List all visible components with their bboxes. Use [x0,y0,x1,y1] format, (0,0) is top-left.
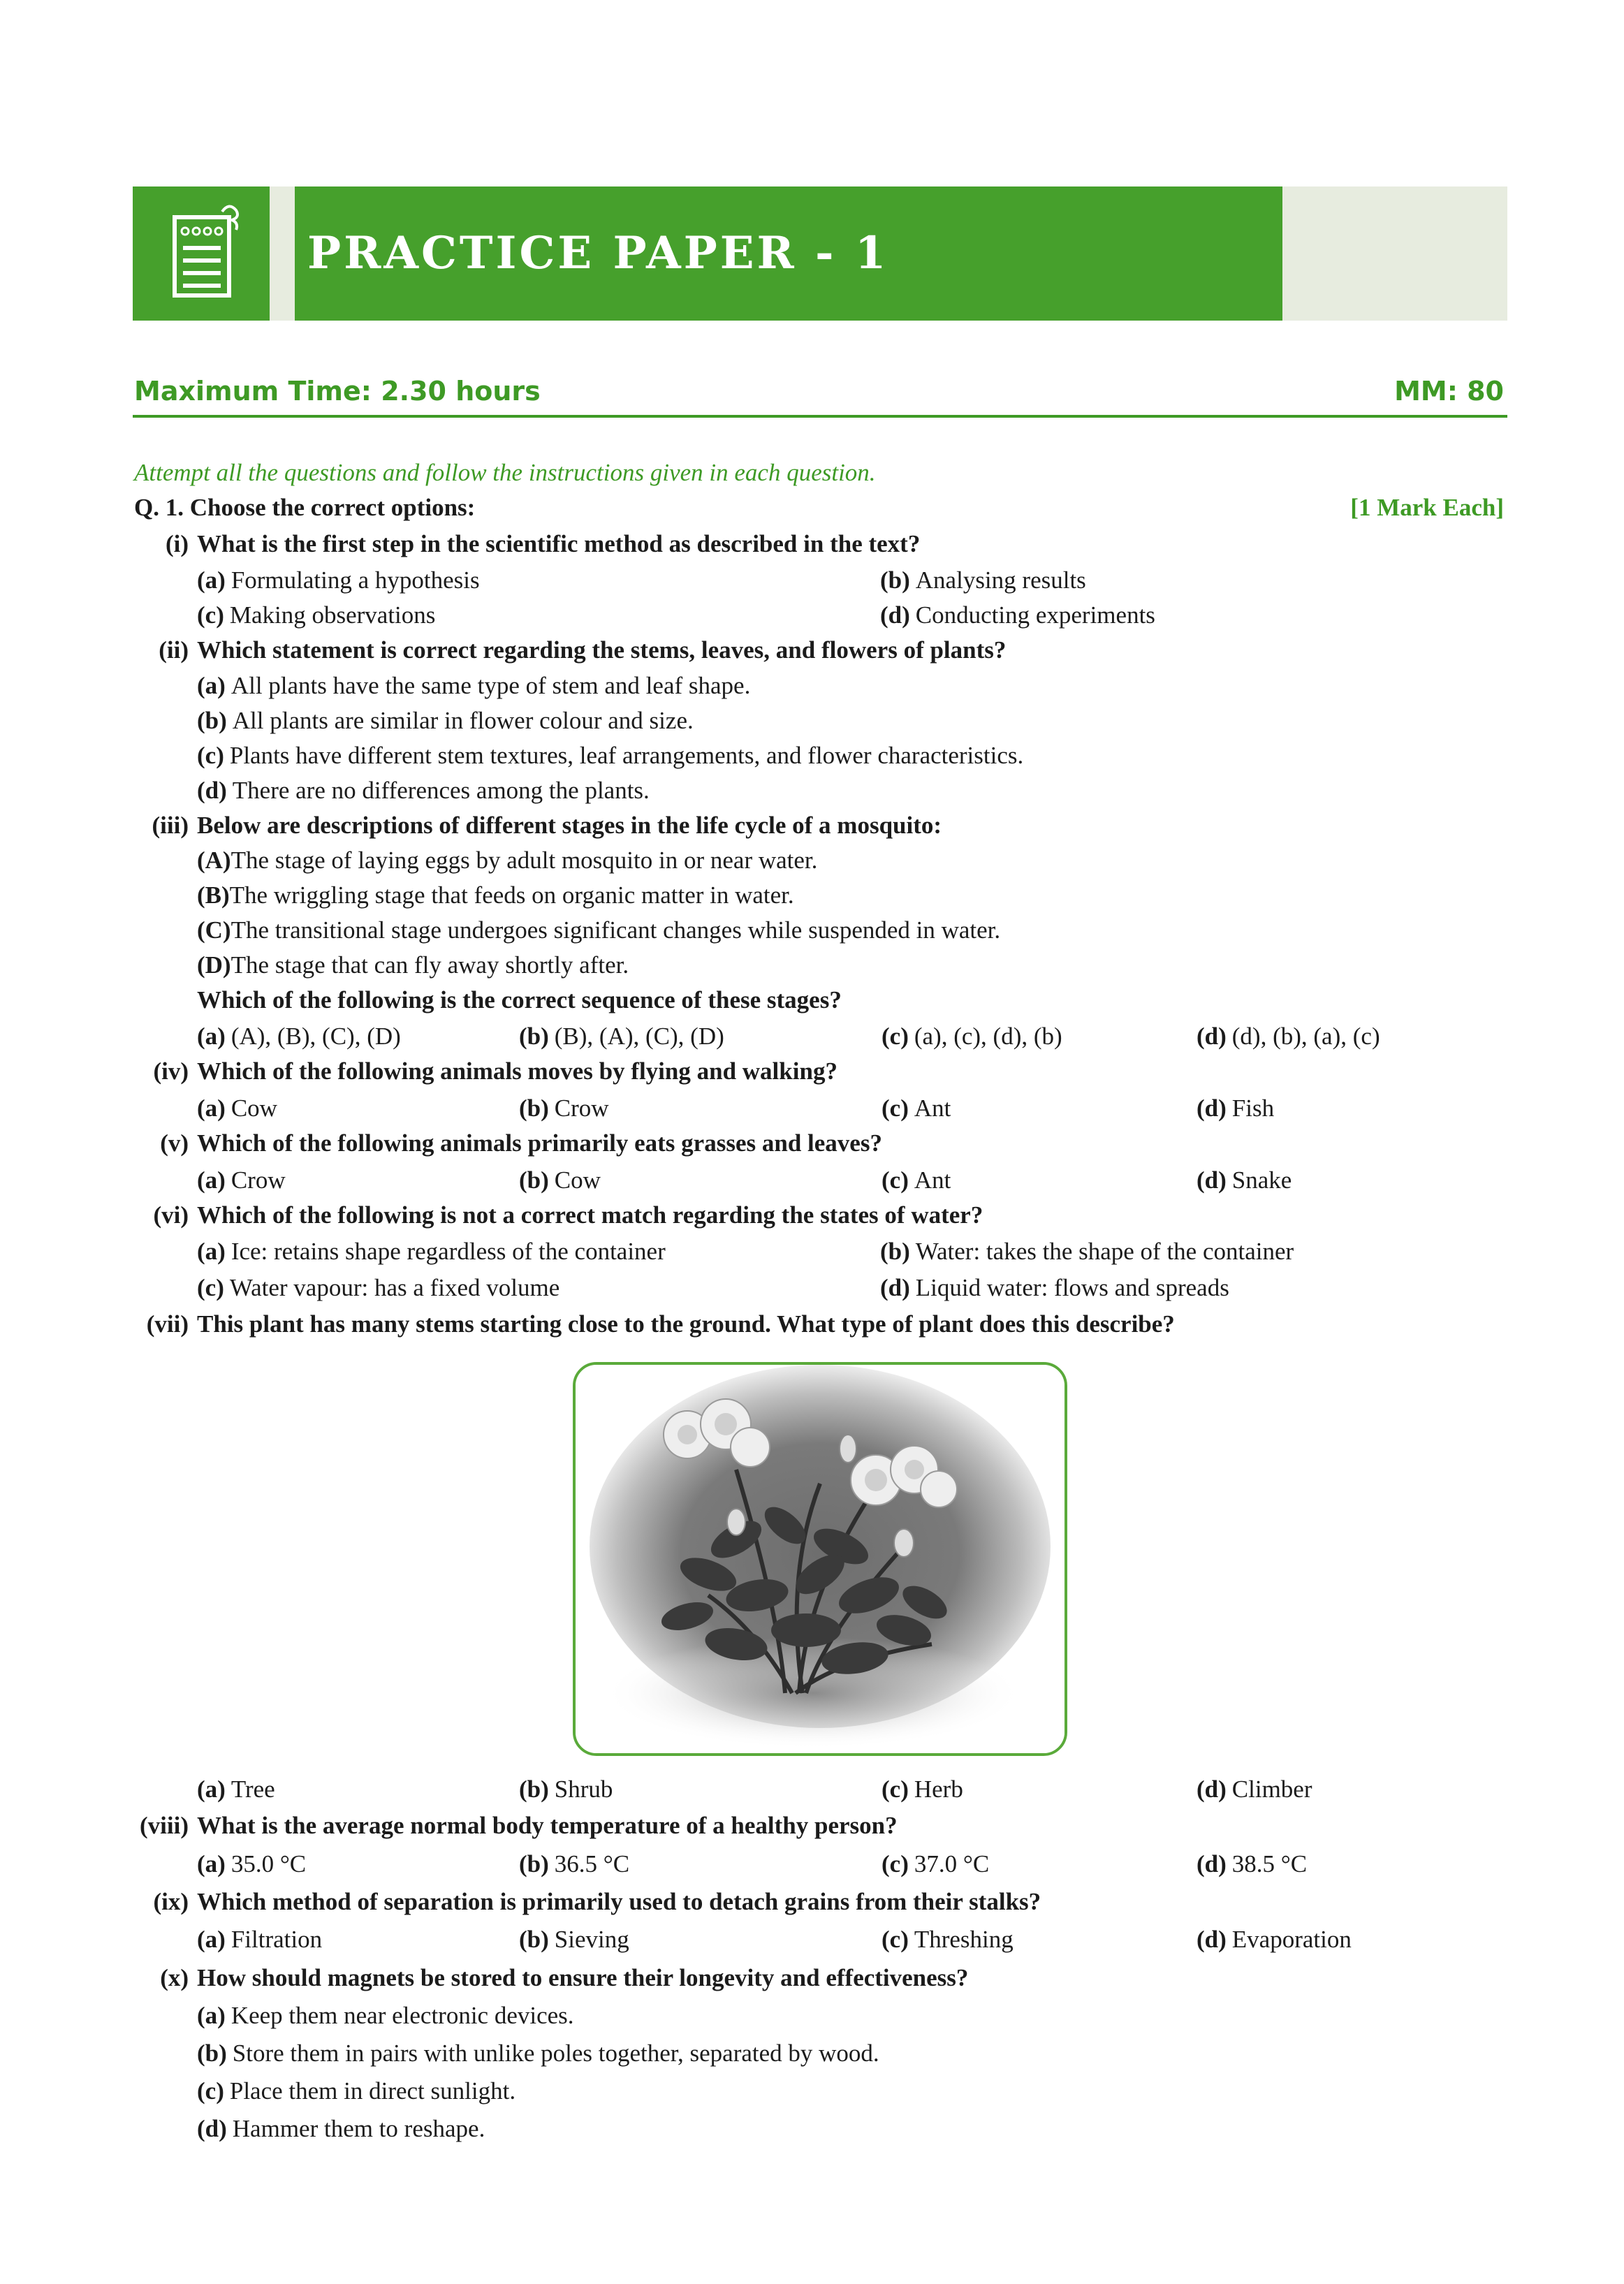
option-label: (c) [882,1023,909,1050]
question-text: This plant has many stems starting close to the ground. What type of plant does this describe? [197,1310,1175,1338]
option-c [882,1924,1014,1955]
instructions: Attempt all the questions and follow the instructions given in each question. [134,459,876,486]
option-label: (b) [519,1850,549,1877]
option-label: (c) [882,1166,909,1194]
option-label: (c) [197,1274,224,1301]
option-c [197,1273,559,1303]
page-title: PRACTICE PAPER - 1 [307,227,889,279]
option-label: (d) [1197,1926,1227,1953]
question-text: Below are descriptions of different stages in the life cycle of a mosquito: [197,812,942,839]
option-text: Shrub [554,1776,613,1803]
option-text: Climber [1231,1776,1312,1803]
stage-label: (C) [197,916,231,944]
option-text: Ant [914,1166,951,1194]
option-label: (c) [197,601,224,629]
sub-number: (x) [160,1964,189,1991]
option-text: Analysing results [915,566,1086,594]
option-text: Sieving [554,1926,629,1953]
option-text: Keep them near electronic devices. [231,2002,574,2029]
option-c [882,1849,989,1880]
option-text: Ant [914,1095,951,1122]
option-text: Conducting experiments [915,601,1155,629]
option-label: (b) [519,1166,549,1194]
option-label: (b) [880,566,910,594]
stage-text: The stage of laying eggs by adult mosquito in or near water. [231,847,818,874]
marks-note: [1 Mark Each] [1350,494,1504,521]
option-label: (d) [1197,1023,1227,1050]
option-label: (b) [519,1023,549,1050]
rose-shrub-photo [573,1362,1067,1756]
option-c [197,600,435,631]
option-b [197,2038,879,2069]
option-d [197,2114,485,2144]
option-b [880,565,1086,596]
stage-text: The transitional stage undergoes significant changes while suspended in water. [231,916,1001,944]
option-text: Cow [554,1166,601,1194]
stage-a [197,845,817,876]
option-text: (a), (c), (d), (b) [914,1023,1062,1050]
option-b [197,705,694,736]
stage-text: The stage that can fly away shortly after. [231,951,629,979]
divider [133,415,1507,418]
stage-b [197,880,794,911]
option-text: (d), (b), (a), (c) [1231,1023,1380,1050]
option-text: Place them in direct sunlight. [229,2077,516,2104]
option-label: (b) [519,1776,549,1803]
stage-text: The wriggling stage that feeds on organic matter in water. [229,881,794,909]
option-label: (d) [197,777,227,804]
stage-label: (B) [197,881,230,909]
stage-d [197,950,629,981]
question-text: Which method of separation is primarily used to detach grains from their stalks? [197,1888,1041,1915]
option-text: Store them in pairs with unlike poles together, separated by wood. [232,2040,879,2067]
option-b [519,1021,724,1052]
option-label: (a) [197,672,226,699]
option-label: (b) [519,1095,549,1122]
option-a [197,671,750,701]
worksheet-icon [133,186,270,321]
option-a [197,1236,666,1267]
option-text: Making observations [229,601,436,629]
option-label: (c) [882,1776,909,1803]
option-a [197,1165,286,1196]
option-b [519,1924,629,1955]
option-label: (a) [197,566,226,594]
option-d [1197,1093,1274,1124]
option-label: (d) [1197,1850,1227,1877]
sub-number: (iii) [152,812,189,839]
question-text: Which of the following animals primarily eats grasses and leaves? [197,1129,882,1157]
sub-number: (i) [165,530,189,557]
option-text: Threshing [914,1926,1014,1953]
option-b [519,1849,629,1880]
option-label: (a) [197,1023,226,1050]
question-text: What is the first step in the scientific method as described in the text? [197,530,921,557]
sub-number: (ix) [153,1888,189,1915]
option-text: (B), (A), (C), (D) [554,1023,724,1050]
question-text: Which of the following is not a correct match regarding the states of water? [197,1201,983,1229]
option-label: (b) [197,707,227,734]
option-c [882,1021,1062,1052]
option-b [519,1093,609,1124]
option-c [197,740,1023,771]
option-text: Filtration [231,1926,323,1953]
option-label: (a) [197,1926,226,1953]
option-label: (b) [880,1238,910,1265]
option-text: Fish [1231,1095,1275,1122]
option-text: Hammer them to reshape. [232,2115,485,2142]
option-d [1197,1165,1292,1196]
option-text: 38.5 °C [1231,1850,1308,1877]
question-text: Which statement is correct regarding the stems, leaves, and flowers of plants? [197,636,1007,664]
option-text: Cow [231,1095,277,1122]
question-text: Which of the following animals moves by flying and walking? [197,1057,837,1085]
option-text: All plants have the same type of stem and leaf shape. [231,672,751,699]
option-label: (a) [197,1776,226,1803]
sub-number: (v) [160,1129,189,1157]
sub-number: (ii) [159,636,189,664]
stage-c [197,915,1000,946]
option-a [197,565,480,596]
sub-number: (vi) [153,1201,189,1229]
option-label: (d) [1197,1095,1227,1122]
option-text: Plants have different stem textures, leaf arrangements, and flower characteristics. [229,742,1024,769]
question-text: How should magnets be stored to ensure their longevity and effectiveness? [197,1964,969,1991]
option-c [882,1165,951,1196]
stage-label: (A) [197,847,231,874]
option-d [1197,1021,1380,1052]
option-a [197,1849,306,1880]
option-text: Formulating a hypothesis [231,566,480,594]
option-label: (b) [519,1926,549,1953]
option-text: There are no differences among the plants. [232,777,650,804]
option-label: (c) [882,1926,909,1953]
option-label: (d) [1197,1776,1227,1803]
option-text: Snake [1231,1166,1292,1194]
option-label: (a) [197,2002,226,2029]
option-text: Tree [231,1776,275,1803]
option-d [1197,1774,1312,1805]
option-label: (b) [197,2040,227,2067]
option-text: (A), (B), (C), (D) [231,1023,401,1050]
option-a [197,1774,275,1805]
sub-number: (vii) [146,1310,189,1338]
option-text: Crow [231,1166,286,1194]
option-text: Herb [914,1776,963,1803]
option-b [880,1236,1294,1267]
option-text: Water: takes the shape of the container [915,1238,1294,1265]
option-d [197,775,650,806]
option-text: All plants are similar in flower colour and size. [232,707,694,734]
option-text: 35.0 °C [231,1850,307,1877]
option-label: (a) [197,1850,226,1877]
option-label: (a) [197,1095,226,1122]
option-a [197,1924,322,1955]
option-text: Liquid water: flows and spreads [915,1274,1229,1301]
option-d [880,1273,1229,1303]
option-a [197,2000,574,2031]
option-label: (d) [880,601,910,629]
option-label: (d) [197,2115,227,2142]
option-text: Water vapour: has a fixed volume [229,1274,560,1301]
option-a [197,1021,401,1052]
option-text: Crow [554,1095,609,1122]
option-c [197,2076,515,2107]
question-text: What is the average normal body temperature of a healthy person? [197,1812,898,1839]
sub-number: (viii) [140,1812,189,1839]
stage-label: (D) [197,951,231,979]
option-d [1197,1849,1307,1880]
option-text: Ice: retains shape regardless of the container [231,1238,666,1265]
max-time: Maximum Time: 2.30 hours [134,376,541,407]
option-label: (d) [1197,1166,1227,1194]
question-prompt: Which of the following is the correct sequence of these stages? [197,986,842,1013]
option-label: (c) [197,2077,224,2104]
sub-number: (iv) [153,1057,189,1085]
option-a [197,1093,277,1124]
option-label: (c) [882,1095,909,1122]
option-d [880,600,1155,631]
option-b [519,1165,601,1196]
option-d [1197,1924,1352,1955]
option-label: (c) [882,1850,909,1877]
option-text: 36.5 °C [554,1850,630,1877]
max-marks: MM: 80 [1394,376,1504,407]
option-text: Evaporation [1231,1926,1352,1953]
option-c [882,1093,951,1124]
option-label: (d) [880,1274,910,1301]
option-c [882,1774,963,1805]
option-label: (c) [197,742,224,769]
option-label: (a) [197,1238,226,1265]
option-b [519,1774,613,1805]
option-text: 37.0 °C [914,1850,990,1877]
option-label: (a) [197,1166,226,1194]
question-heading: Q. 1. Choose the correct options: [134,494,476,521]
